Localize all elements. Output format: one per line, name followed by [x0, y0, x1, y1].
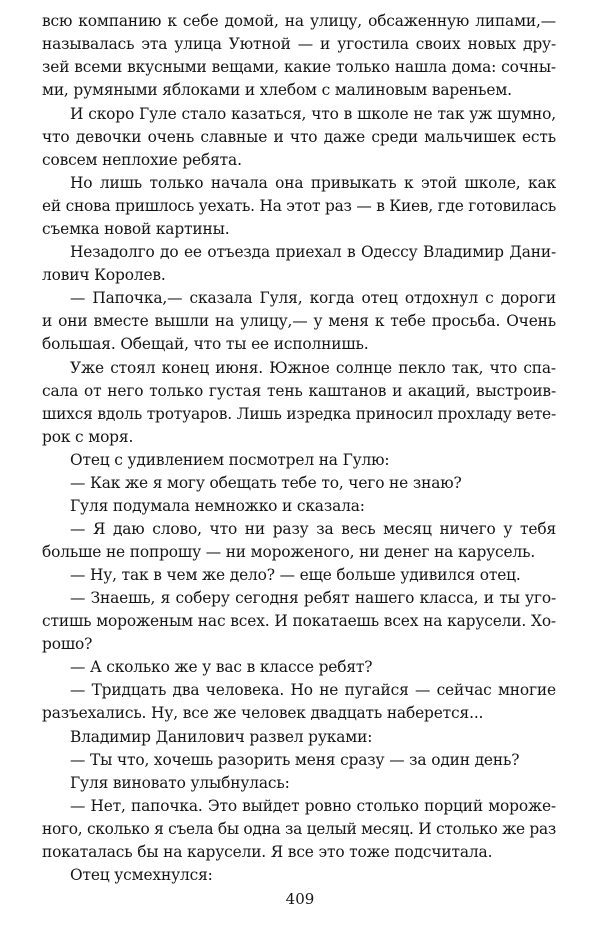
text-line: — Я даю слово, что ни разу за весь месяц ничего у тебя	[70, 520, 556, 538]
text-line: — Папочка,— сказала Гуля, когда отец отдохнул с дороги	[70, 289, 556, 307]
text-line: — Знаешь, я соберу сегодня ребят нашего класса, и ты уго-	[70, 589, 556, 607]
text-line: Уже стоял конец июня. Южное солнце пекло так, что спа-	[70, 359, 556, 377]
text-line: что девочки очень славные и что даже среди мальчишек есть	[42, 128, 556, 146]
text-line: ми, румяными яблоками и хлебом с малиновым вареньем.	[42, 81, 512, 99]
text-line: — Как же я могу обещать тебе то, чего не знаю?	[70, 474, 462, 492]
page-number: 409	[285, 890, 315, 908]
text-line: ей снова пришлось уехать. На этот раз — в Киев, где готовилась	[42, 197, 556, 215]
text-line: Отец с удивлением посмотрел на Гулю:	[70, 451, 390, 469]
text-line: покаталась бы на карусели. Я все это тоже подсчитала.	[42, 843, 493, 861]
text-line: — Ты что, хочешь разорить меня сразу — за один день?	[70, 751, 520, 769]
text-line: всю компанию к себе домой, на улицу, обсаженную липами,—	[42, 12, 556, 30]
text-line: И скоро Гуле стало казаться, что в школе не так уж шумно,	[70, 105, 556, 123]
text-line: — А сколько же у вас в классе ребят?	[70, 658, 373, 676]
text-line: рок с моря.	[42, 428, 134, 446]
text-line: большая. Обещай, что ты ее исполнишь.	[42, 335, 369, 353]
text-line: разъехались. Ну, все же человек двадцать наберется...	[42, 704, 484, 722]
text-line: съемка новой картины.	[42, 220, 230, 238]
text-line: Гуля виновато улыбнулась:	[70, 774, 290, 792]
text-line: зей всеми вкусными вещами, какие только нашла дома: сочны-	[42, 58, 556, 76]
text-line: сала от него только густая тень каштанов и акаций, выстроив-	[42, 382, 556, 400]
text-line: — Ну, так в чем же дело? — еще больше удивился отец.	[70, 566, 521, 584]
text-line: называлась эта улица Уютной — и угостила своих новых дру-	[42, 35, 556, 53]
text-line: Владимир Данилович развел руками:	[70, 728, 373, 746]
text-line: ного, сколько я съела бы одна за целый месяц. И столько же раз	[42, 820, 556, 838]
text-line: больше не попрошу — ни мороженого, ни денег на карусель.	[42, 543, 536, 561]
text-line: — Тридцать два человека. Но не пугайся — сейчас многие	[70, 681, 556, 699]
text-line: лович Королев.	[42, 266, 166, 284]
text-line: шихся вдоль тротуаров. Лишь изредка приносил прохладу вете-	[42, 405, 556, 423]
text-line: Незадолго до ее отъезда приехал в Одессу Владимир Дани-	[70, 243, 556, 261]
text-line: Гуля подумала немножко и сказала:	[70, 497, 365, 515]
text-line: и они вместе вышли на улицу,— у меня к тебе просьба. Очень	[42, 312, 556, 330]
text-line: стишь мороженым нас всех. И покатаешь всех на карусели. Хо-	[42, 612, 556, 630]
text-line: Отец усмехнулся:	[70, 866, 213, 884]
text-line: рошо?	[42, 635, 93, 653]
text-line: совсем неплохие ребята.	[42, 151, 242, 169]
text-line: — Нет, папочка. Это выйдет ровно столько порций мороже-	[70, 797, 556, 815]
text-line: Но лишь только начала она привыкать к этой школе, как	[70, 174, 556, 192]
